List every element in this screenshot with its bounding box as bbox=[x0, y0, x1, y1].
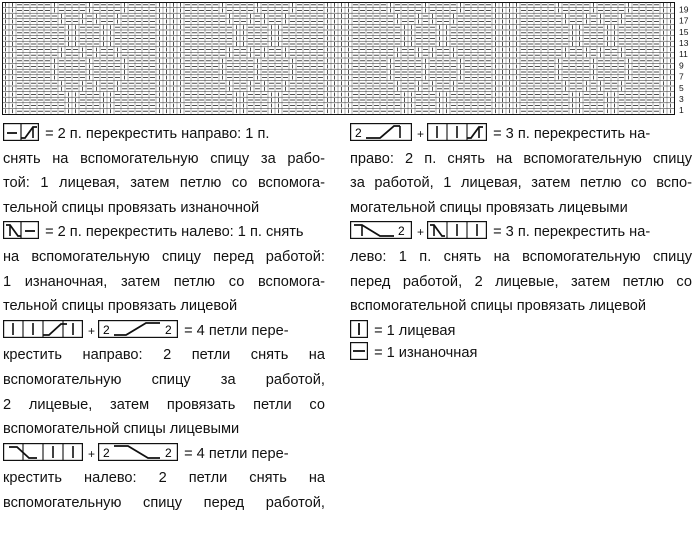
legend-purl bbox=[350, 341, 692, 366]
svg-text:2: 2 bbox=[165, 445, 172, 460]
cross-right-symbol bbox=[3, 123, 39, 141]
cross-left-1x2-part-b-symbol bbox=[427, 221, 487, 239]
legend-line: вспомогательной спицы провязать лицевой bbox=[350, 298, 647, 315]
legend-cross-right-2x2 bbox=[3, 319, 325, 344]
legend-line: за работой, 1 лицевая, затем петлю со вспо- bbox=[350, 175, 692, 192]
legend-line: крестить направо: 2 петли снять на bbox=[3, 347, 325, 364]
legend-right bbox=[350, 122, 692, 366]
cross-left-symbol bbox=[3, 221, 39, 239]
legend-line: снять на вспомогательную спицу за рабо- bbox=[3, 150, 325, 167]
legend-text: = 1 изнаночная bbox=[374, 345, 478, 362]
legend-line: 2 лицевые, затем провязать петли со bbox=[3, 396, 325, 413]
plus-sign: + bbox=[88, 446, 96, 461]
plus-sign: + bbox=[417, 127, 425, 141]
cable-left-part-b-symbol bbox=[98, 443, 178, 461]
legend-line: вспомогательную спицу перед работой, bbox=[3, 494, 325, 511]
legend-cross-right-1x1 bbox=[3, 122, 325, 147]
row-number: 11 bbox=[679, 49, 688, 60]
legend-line: перед работой, 2 лицевые, затем петлю со bbox=[350, 273, 692, 290]
legend-text: = 3 п. перекрестить на- bbox=[493, 126, 651, 142]
legend-line: право: 2 п. снять на вспомогательную спицу bbox=[350, 150, 692, 167]
cable-right-part-a-symbol bbox=[3, 320, 83, 338]
legend-line: 1 изнаночная, затем петлю со вспомога- bbox=[3, 273, 325, 290]
knitting-chart bbox=[2, 2, 699, 118]
knit-stitch-symbol bbox=[350, 320, 368, 338]
row-number: 17 bbox=[679, 15, 689, 26]
cross-right-2x1-part-a-symbol bbox=[350, 123, 412, 141]
legend-line: лево: 1 п. снять на вспомогательную спицу bbox=[350, 248, 692, 265]
row-number: 1 bbox=[679, 105, 684, 116]
cross-right-2x1-part-b-symbol bbox=[427, 123, 487, 141]
cable-left-part-a-symbol bbox=[3, 443, 83, 461]
legend-cross-left-2x2 bbox=[3, 442, 325, 467]
svg-text:2: 2 bbox=[398, 224, 405, 239]
svg-text:2: 2 bbox=[355, 126, 362, 140]
plus-sign: + bbox=[88, 323, 96, 338]
legend-knit bbox=[350, 319, 692, 344]
plus-sign: + bbox=[417, 225, 425, 240]
legend-line: вспомогательную спицу за работой, bbox=[3, 371, 325, 388]
chart-frame bbox=[3, 3, 675, 115]
legend-cross-left-1x2 bbox=[350, 220, 692, 245]
legend-line: могательной спицы провязать лицевыми bbox=[350, 199, 628, 216]
row-number: 13 bbox=[679, 37, 689, 48]
legend-left bbox=[3, 122, 325, 516]
legend-line: вспомогательной спицы лицевыми bbox=[3, 421, 240, 438]
row-number: 3 bbox=[679, 93, 684, 104]
legend-text: = 1 лицевая bbox=[374, 322, 456, 339]
legend-cross-left-1x1 bbox=[3, 220, 325, 245]
cross-left-1x2-part-a-symbol bbox=[350, 221, 412, 239]
legend-text: = 4 петли пере- bbox=[184, 445, 289, 462]
legend-line: той: 1 лицевая, затем петлю со вспомога- bbox=[3, 175, 325, 192]
svg-text:2: 2 bbox=[103, 445, 110, 460]
row-number: 5 bbox=[679, 82, 684, 93]
legend-text: = 3 п. перекрестить на- bbox=[493, 224, 651, 241]
chart-grid bbox=[2, 2, 675, 115]
legend-line: тельной спицы провязать изнаночной bbox=[3, 199, 260, 216]
row-number: 19 bbox=[679, 4, 689, 15]
legend-line: на вспомогательную спицу перед работой: bbox=[3, 248, 325, 265]
legend-line: крестить налево: 2 петли снять на bbox=[3, 470, 325, 487]
legend-line: тельной спицы провязать лицевой bbox=[3, 298, 238, 315]
row-number: 15 bbox=[679, 26, 689, 37]
purl-stitch-symbol bbox=[350, 342, 368, 360]
row-number: 9 bbox=[679, 60, 684, 71]
row-numbers bbox=[679, 4, 689, 115]
svg-text:2: 2 bbox=[103, 322, 110, 337]
legend-cross-right-2x1 bbox=[350, 122, 692, 147]
legend-text: = 4 петли пере- bbox=[184, 322, 289, 339]
legend-text: = 2 п. перекрестить направо: 1 п. bbox=[45, 126, 270, 142]
cable-right-part-b-symbol bbox=[98, 320, 178, 338]
row-number: 7 bbox=[679, 71, 684, 82]
svg-text:2: 2 bbox=[165, 322, 172, 337]
legend-text: = 2 п. перекрестить налево: 1 п. снять bbox=[45, 224, 304, 241]
